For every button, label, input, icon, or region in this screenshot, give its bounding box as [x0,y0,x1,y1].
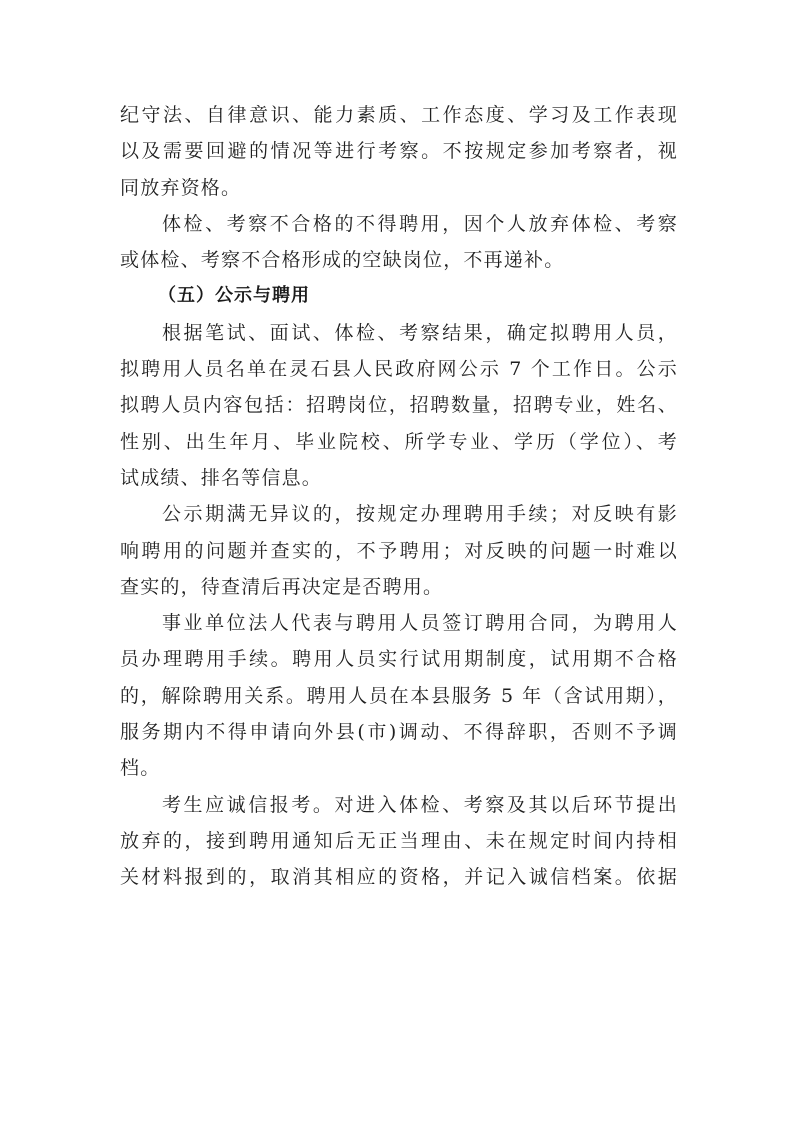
paragraph-line: 性别、出生年月、毕业院校、所学专业、学历（学位）、考 [120,430,678,453]
document-body [120,97,678,896]
paragraph-line: 响聘用的问题并查实的，不予聘用；对反映的问题一时难以 [120,539,678,562]
paragraph-line: 公示期满无异议的，按规定办理聘用手续；对反映有影 [162,503,678,526]
paragraph-line: 事业单位法人代表与聘用人员签订聘用合同，为聘用人 [162,612,678,635]
paragraph-line: 纪守法、自律意识、能力素质、工作态度、学习及工作表现 [120,104,678,126]
paragraph-line: 放弃的，接到聘用通知后无正当理由、未在规定时间内持相 [120,829,678,852]
section-heading: （五）公示与聘用 [158,285,310,307]
paragraph-line: 查实的，待查清后再决定是否聘用。 [120,575,444,598]
paragraph-line: 的，解除聘用关系。聘用人员在本县服务 5 年（含试用期）， [120,684,678,707]
paragraph-line: 或体检、考察不合格形成的空缺岗位，不再递补。 [120,249,565,272]
paragraph-line: 根据笔试、面试、体检、考察结果，确定拟聘用人员， [162,321,678,344]
paragraph-line: 试成绩、排名等信息。 [120,466,323,489]
paragraph-line: 档。 [120,757,161,780]
paragraph-line: 体检、考察不合格的不得聘用，因个人放弃体检、考察 [162,212,678,235]
paragraph-line: 考生应诚信报考。对进入体检、考察及其以后环节提出 [162,793,678,816]
paragraph-line: 员办理聘用手续。聘用人员实行试用期制度，试用期不合格 [120,648,678,671]
paragraph-line: 同放弃资格。 [120,176,242,199]
paragraph-line: 以及需要回避的情况等进行考察。不按规定参加考察者，视 [120,140,678,163]
paragraph-line: 拟聘人员内容包括：招聘岗位，招聘数量，招聘专业，姓名、 [120,394,678,417]
paragraph-line: 服务期内不得申请向外县(市)调动、不得辞职，否则不予调 [120,721,678,744]
paragraph-line: 拟聘用人员名单在灵石县人民政府网公示 7 个工作日。公示 [120,358,678,381]
paragraph-line: 关材料报到的，取消其相应的资格，并记入诚信档案。依据 [120,866,678,889]
